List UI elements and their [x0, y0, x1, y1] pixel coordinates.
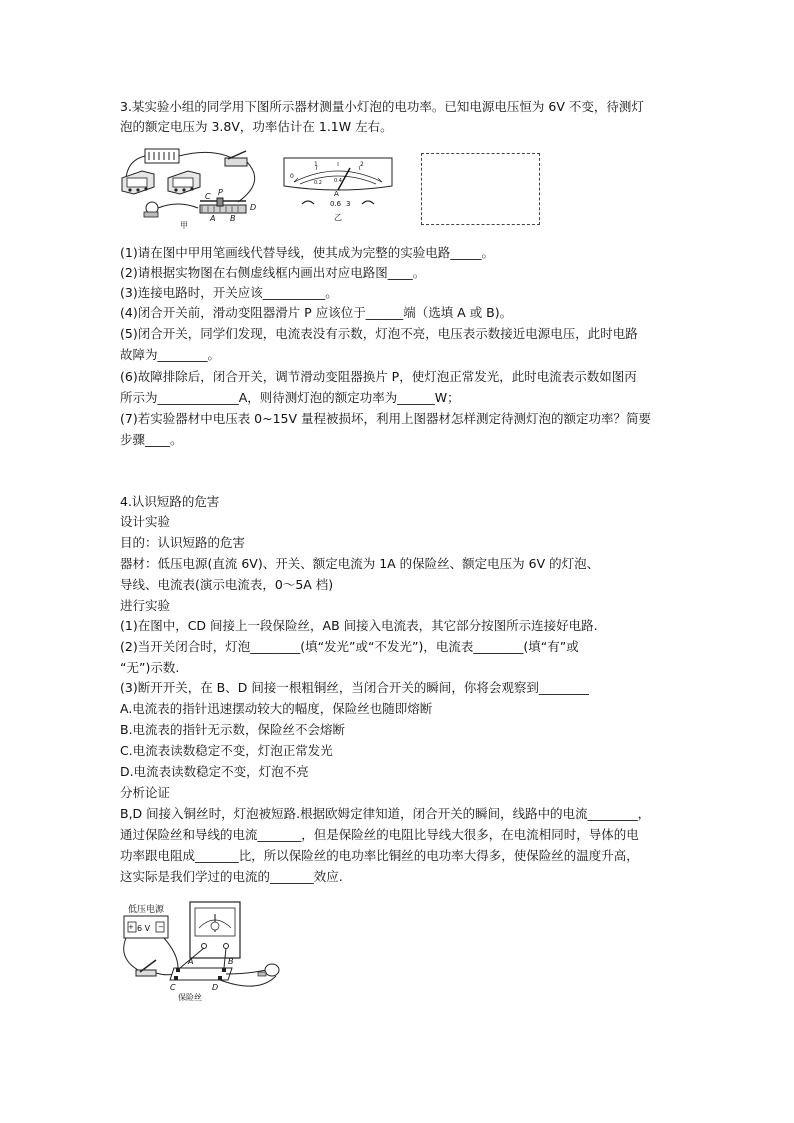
q4-step-1: (1)在图中，CD 间接上一段保险丝，AB 间接入电流表，其它部分按图所示连接好电路. [120, 618, 598, 633]
q3-item-7-line-2: 步骤____。 [120, 432, 183, 447]
q4-analysis-heading: 分析论证 [120, 785, 171, 800]
battery-icon [145, 149, 179, 163]
q3-item-7-line-1: (7)若实验器材中电压表 0~15V 量程被损坏，利用上图器材怎样测定待测灯泡的额定功率？简要 [120, 411, 652, 426]
q4-step-2-line-1: (2)当开关闭合时，灯泡________(填“发光”或“不发光”)，电流表________(填“有”或 [120, 639, 579, 654]
dial-0: 0 [290, 173, 294, 180]
label-p: P [218, 188, 223, 197]
ammeter-icon [168, 171, 200, 194]
dial-unit-a: A [334, 190, 339, 198]
figure-yi-label: 乙 [334, 213, 342, 222]
circuit-apparatus-figure [118, 142, 268, 230]
q3-intro-line-2: 泡的额定电压为 3.8V，功率估计在 1.1W 左右。 [120, 119, 393, 134]
q4-option-b: B.电流表的指针无示数，保险丝不会熔断 [120, 722, 346, 737]
q3-item-4: (4)闭合开关前，滑动变阻器滑片 P 应该位于______端（选填 A 或 B)。 [120, 305, 513, 320]
demo-ammeter-icon [190, 902, 240, 958]
q3-item-2: (2)请根据实物图在右侧虚线框内画出对应电路图____。 [120, 265, 426, 280]
q3-item-1: (1)请在图中甲用笔画线代替导线，使其成为完整的实验电路_____。 [120, 245, 494, 260]
label-c: C [205, 192, 211, 201]
q3-item-3: (3)连接电路时，开关应该__________。 [120, 285, 338, 300]
fuse-board-icon [170, 968, 232, 980]
q4-equipment-line-2: 导线、电流表(演示电流表，0～5A 档) [120, 577, 334, 592]
fig-label-d: D [212, 983, 219, 992]
q4-analysis-line-3: 功率跟电阻成_______比，所以保险丝的电功率比铜丝的电功率大得多，使保险丝的温度升高， [120, 848, 639, 863]
dial-2: 2 [360, 161, 364, 168]
q4-purpose: 目的：认识短路的危害 [120, 535, 246, 550]
fuse-label: 保险丝 [178, 993, 202, 1002]
minus-terminal: − [158, 923, 164, 931]
q4-step-2-line-2: “无”)示数. [120, 660, 180, 675]
q4-option-d: D.电流表读数稳定不变，灯泡不亮 [120, 764, 309, 779]
q4-analysis-line-4: 这实际是我们学过的电流的_______效应. [120, 869, 343, 884]
q4-option-a: A.电流表的指针迅速摆动较大的幅度，保险丝也随即熔断 [120, 701, 433, 716]
label-b: B [230, 214, 236, 223]
q3-item-5-line-2: 故障为________。 [120, 347, 221, 362]
dial-0-2: 0.2 [314, 180, 322, 186]
power-supply-label: 低压电源 [128, 905, 165, 915]
label-a: A [210, 214, 216, 223]
q3-item-6-line-1: (6)故障排除后，闭合开关，调节滑动变阻器换片 P，使灯泡正常发光，此时电流表示数如图丙 [120, 369, 637, 384]
ammeter-dial-figure [278, 154, 398, 234]
knife-switch-icon [136, 960, 156, 976]
plus-terminal: + [128, 923, 134, 931]
q4-design-heading: 设计实验 [120, 514, 171, 529]
bulb-icon [258, 964, 279, 976]
q4-option-c: C.电流表读数稳定不变，灯泡正常发光 [120, 743, 333, 758]
q3-item-5-line-1: (5)闭合开关，同学们发现，电流表没有示数，灯泡不亮，电压表示数接近电源电压，此时电路 [120, 326, 638, 341]
q3-intro-line-1: 3.某实验小组的同学用下图所示器材测量小灯泡的电功率。已知电源电压恒为 6V 不变，待测灯 [120, 99, 644, 114]
q4-equipment-line-1: 器材：低压电源(直流 6V)、开关、额定电流为 1A 的保险丝、额定电压为 6V 的灯泡、 [120, 556, 600, 571]
short-circuit-figure [118, 896, 298, 1006]
dial-1: 1 [314, 161, 318, 168]
lamp-icon [144, 202, 158, 217]
circuit-diagram-answer-box [421, 153, 540, 225]
dial-range-3: 3 [346, 200, 351, 208]
q4-analysis-line-1: B,D 间接入铜丝时，灯泡被短路.根据欧姆定律知道，闭合开关的瞬间，线路中的电流________， [120, 806, 651, 821]
label-d: D [250, 203, 257, 212]
q3-item-6-line-2: 所示为_____________A，则待测灯泡的额定功率为______W； [120, 390, 460, 405]
q4-step-3: (3)断开开关，在 B、D 间接一根粗铜丝，当闭合开关的瞬间，你将会观察到________ [120, 680, 589, 695]
q4-proceed-heading: 进行实验 [120, 598, 171, 613]
dial-0-4: 0.4 [334, 178, 342, 184]
q4-analysis-line-2: 通过保险丝和导线的电流_______，但是保险丝的电阻比导线大很多，在电流相同时，导体的电 [120, 827, 639, 842]
fig-label-c: C [170, 983, 176, 992]
fig-label-a: A [188, 957, 194, 966]
figure-jia-label: 甲 [180, 221, 188, 230]
q4-title: 4.认识短路的危害 [120, 494, 220, 509]
voltage-6v-label: 6 V [137, 924, 151, 933]
switch-icon [225, 151, 247, 166]
fig-label-b: B [228, 957, 234, 966]
dial-range-0-6: 0.6 [330, 200, 342, 208]
